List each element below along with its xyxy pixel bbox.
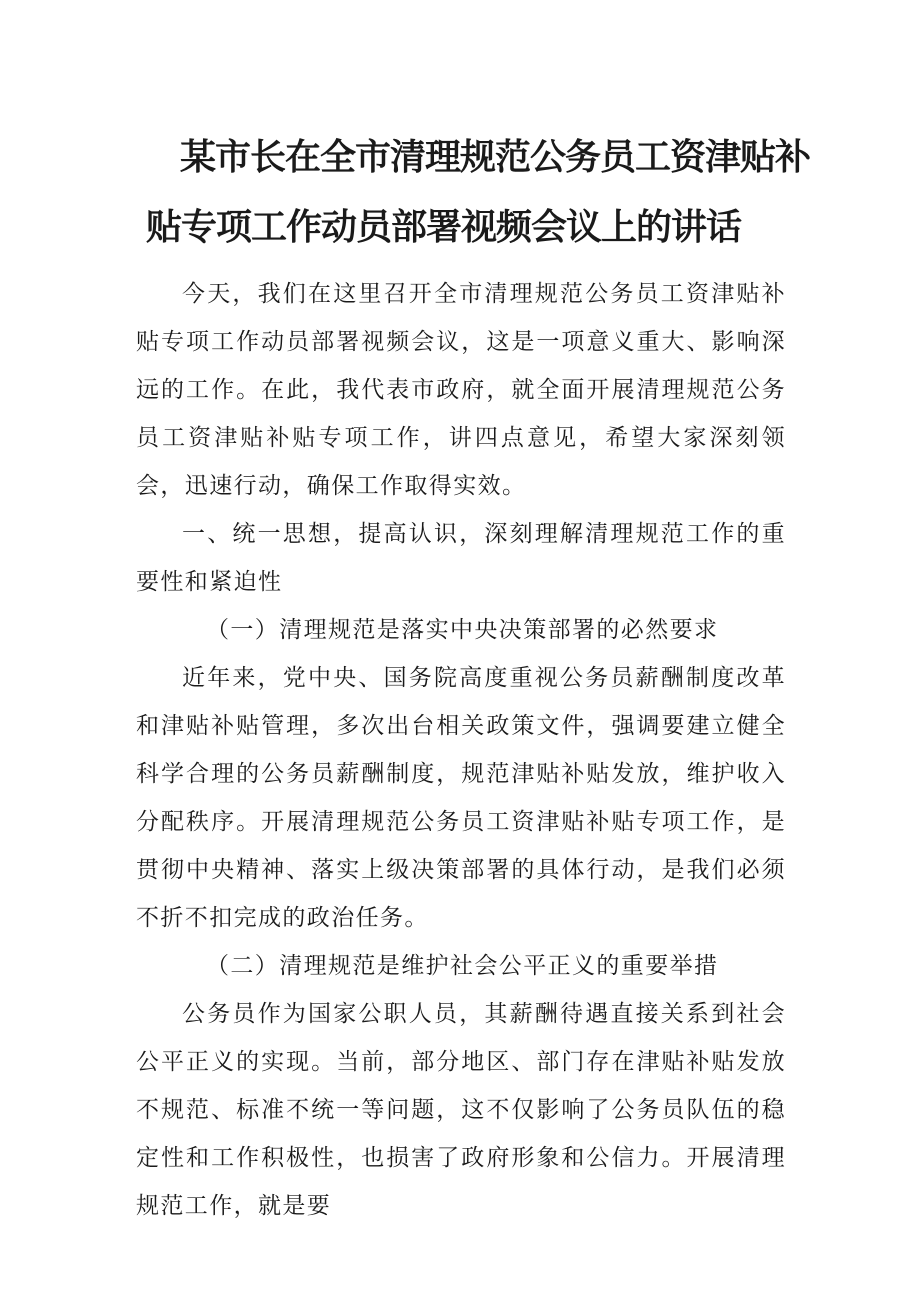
document-body	[136, 270, 786, 1230]
paragraph-intro: 今天，我们在这里召开全市清理规范公务员工资津贴补贴专项工作动员部署视频会议，这是一项意义重大、影响深远的工作。在此，我代表市政府，就全面开展清理规范公务员工资津贴补贴专项工作，讲四点意见，希望大家深刻领会，迅速行动，确保工作取得实效。	[136, 281, 786, 499]
subsection-heading-2: （二）清理规范是维护社会公平正义的重要举措	[206, 953, 719, 979]
subsection-heading-1: （一）清理规范是落实中央决策部署的必然要求	[206, 617, 719, 643]
paragraph-body-2: 公务员作为国家公职人员，其薪酬待遇直接关系到社会公平正义的实现。当前，部分地区、部门存在津贴补贴发放不规范、标准不统一等问题，这不仅影响了公务员队伍的稳定性和工作积极性，也损害了政府形象和公信力。开展清理规范工作，就是要	[136, 1001, 786, 1219]
paragraph-body-1: 近年来，党中央、国务院高度重视公务员薪酬制度改革和津贴补贴管理，多次出台相关政策文件，强调要建立健全科学合理的公务员薪酬制度，规范津贴补贴发放，维护收入分配秩序。开展清理规范公务员工资津贴补贴专项工作，是贯彻中央精神、落实上级决策部署的具体行动，是我们必须不折不扣完成的政治任务。	[136, 665, 786, 931]
document-title-line-1: 某市长在全市清理规范公务员工资津贴补	[180, 137, 811, 178]
document-title-line-2: 贴专项工作动员部署视频会议上的讲话	[146, 207, 742, 248]
section-heading-1: 一、统一思想，提高认识，深刻理解清理规范工作的重要性和紧迫性	[136, 521, 786, 595]
